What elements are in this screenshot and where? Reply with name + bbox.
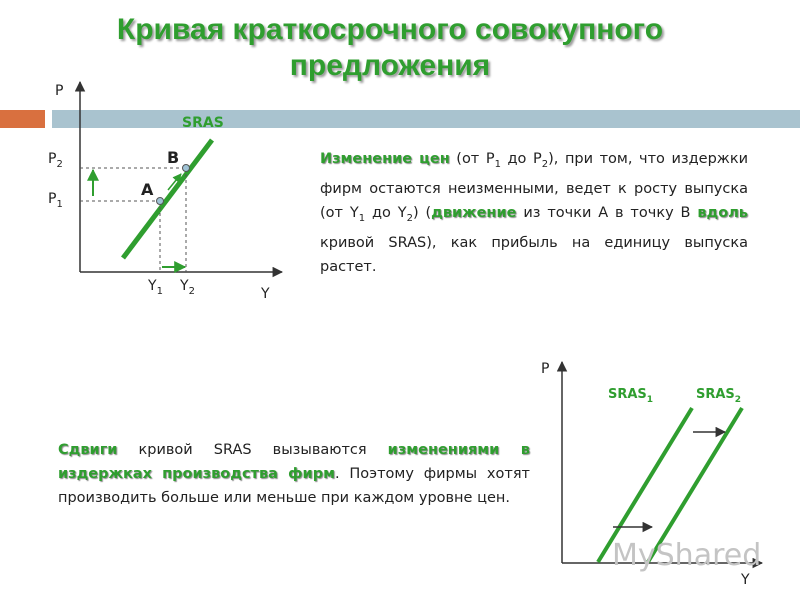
title-line-2: предложения bbox=[289, 49, 491, 82]
g1-p2-label: $P_2$ bbox=[48, 151, 63, 170]
shift-explanation: Сдвиги кривой SRAS вызываются изменениями в издержках производства фирм. Поэтому фирмы хотят производить больше или меньше при каждом уровне цен. bbox=[58, 442, 530, 506]
g1-axis-y-label: Y bbox=[261, 286, 270, 302]
movement-explanation: Изменение цен (от $P_1$ до $P_2$), при том, что издержки фирм остаются неизменными, ведет к росту выпуска (от $Y_1$ до $Y_2$) (движение из точки А в точку В вдоль кривой SRAS), как прибыль на единицу выпуска растет. bbox=[320, 151, 749, 275]
title-line-1: Кривая краткосрочного совокупного bbox=[116, 13, 664, 46]
g2-sras1-label: $SRAS_1$ bbox=[608, 387, 654, 405]
g1-point-a-label: A bbox=[141, 180, 154, 199]
g1-axis-p-label: P bbox=[55, 83, 64, 99]
g2-sras2-label: $SRAS_2$ bbox=[696, 387, 742, 405]
g1-point-a-marker bbox=[157, 198, 164, 205]
graph-sras-movement bbox=[48, 82, 282, 302]
watermark: MyShared bbox=[612, 538, 762, 573]
g1-point-b-label: B bbox=[167, 148, 180, 167]
g2-axis-y-label: Y bbox=[741, 572, 750, 588]
g1-p1-label: $P_1$ bbox=[48, 191, 63, 210]
g1-y2-label: $Y_2$ bbox=[180, 278, 195, 297]
g1-point-b-marker bbox=[183, 165, 190, 172]
g1-curve-label: SRAS bbox=[182, 115, 224, 131]
g1-y1-label: $Y_1$ bbox=[148, 278, 163, 297]
g2-axis-p-label: P bbox=[541, 361, 550, 377]
